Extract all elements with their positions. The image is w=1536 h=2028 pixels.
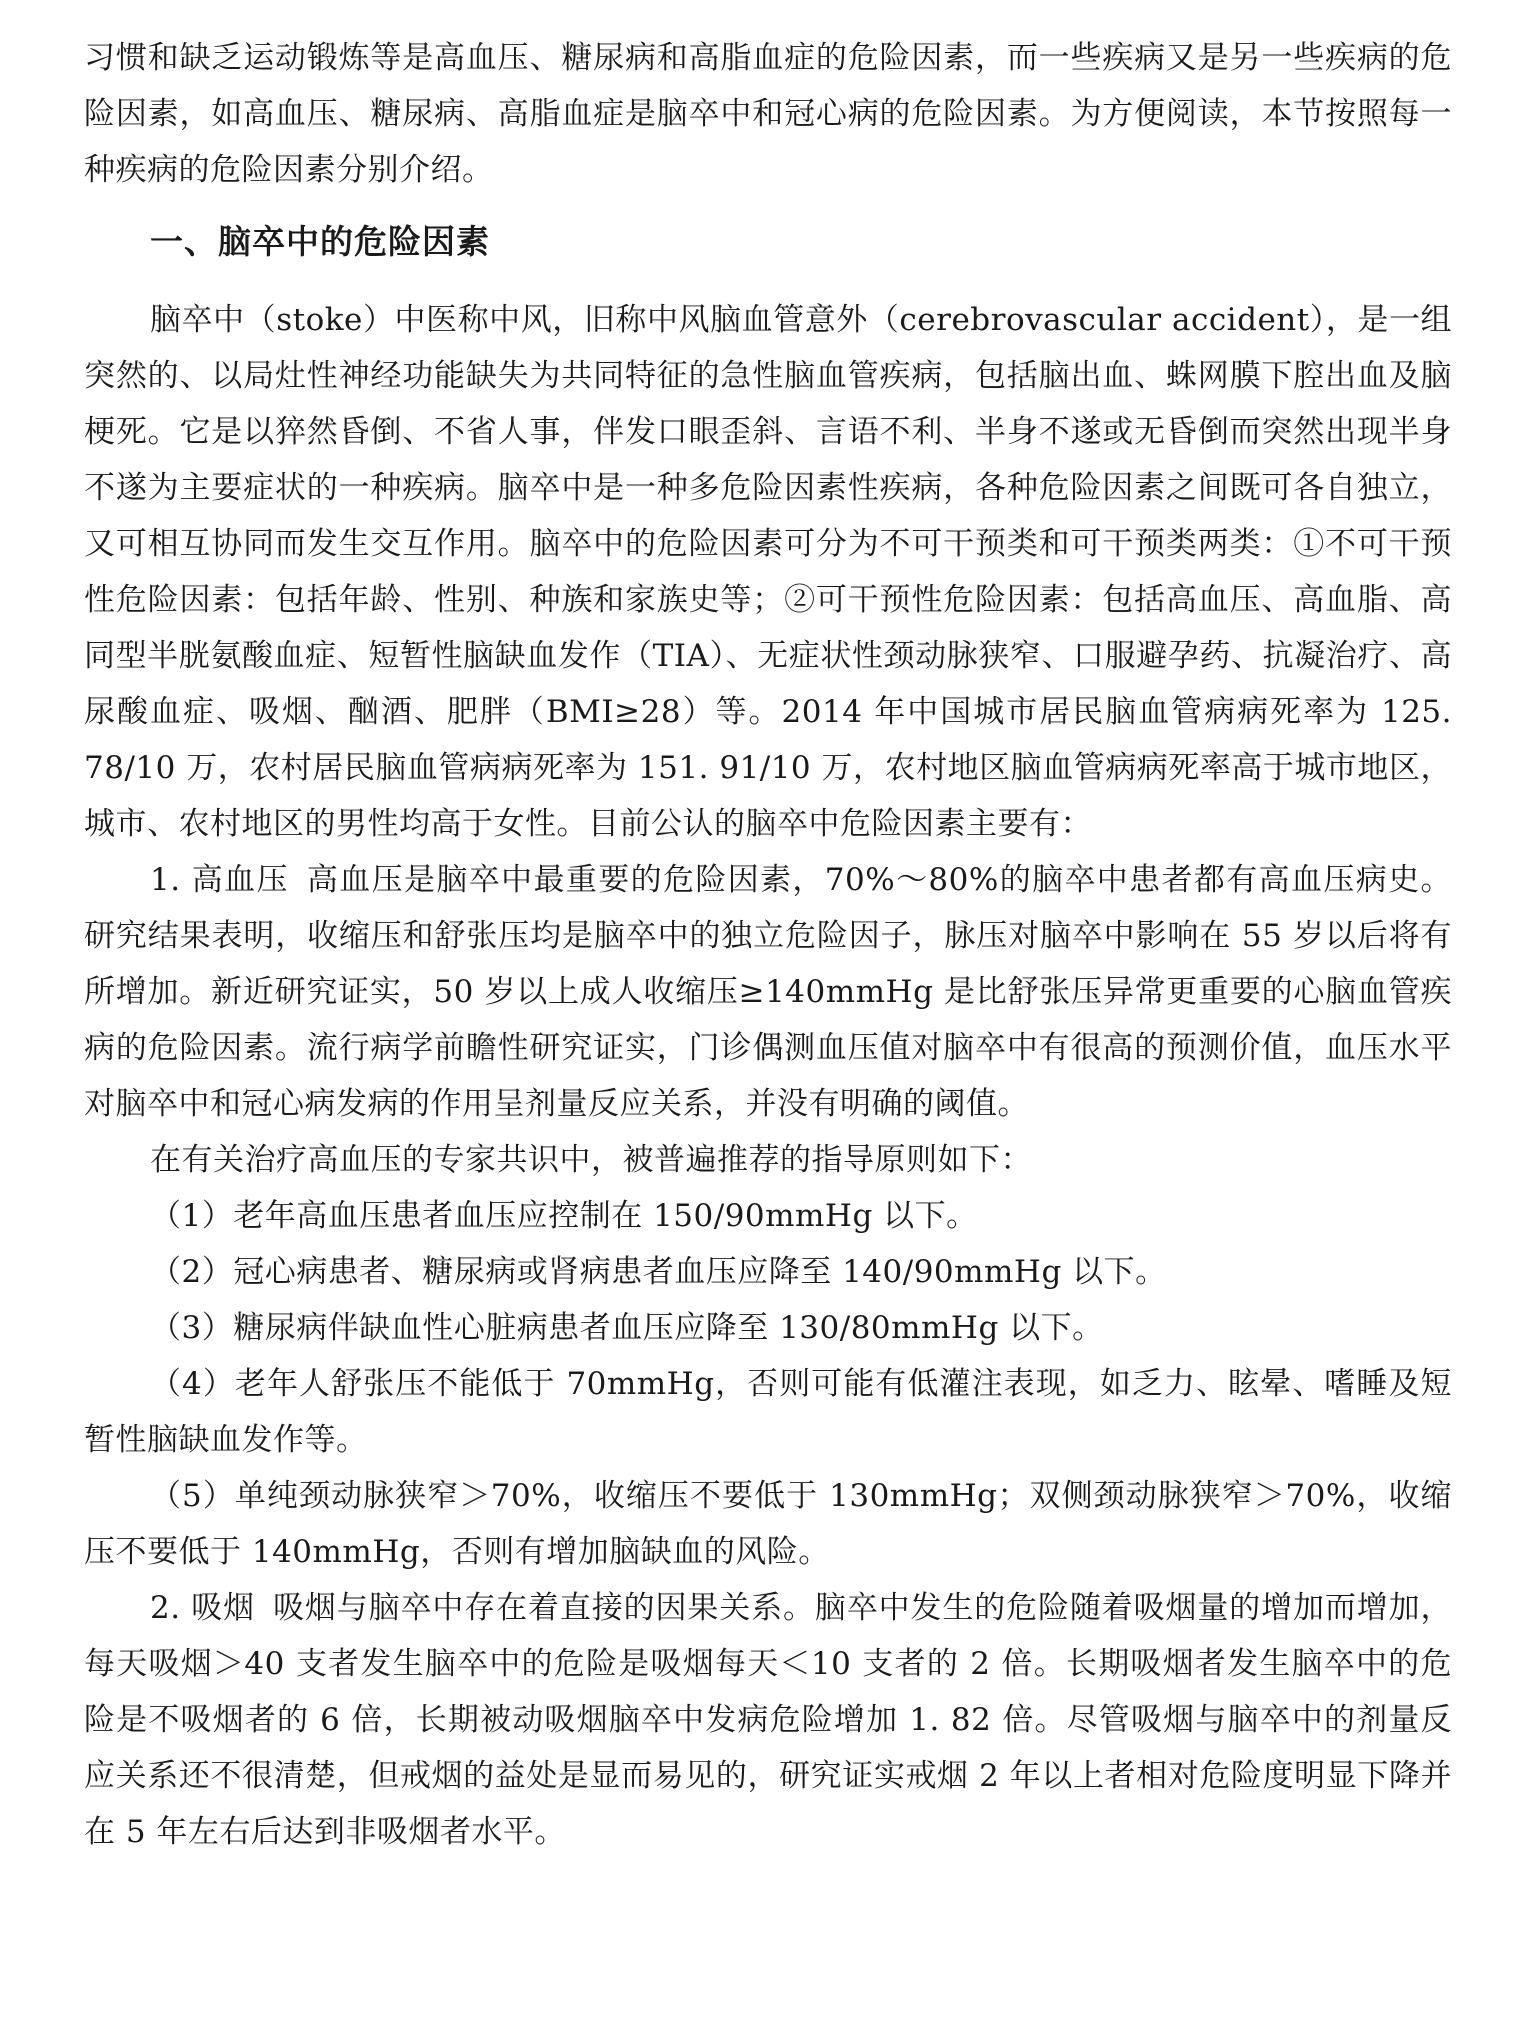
stroke-definition-paragraph: 脑卒中（stoke）中医称中风，旧称中风脑血管意外（cerebrovascular accident），是一组突然的、以局灶性神经功能缺失为共同特征的急性脑血管疾病，包括脑出血、蛛网膜下腔出血及脑梗死。它是以猝然昏倒、不省人事，伴发口眼歪斜、言语不利、半身不遂或无昏倒而突然出现半身不遂为主要症状的一种疾病。脑卒中是一种多危险因素性疾病，各种危险因素之间既可各自独立，又可相互协同而发生交互作用。脑卒中的危险因素可分为不可干预类和可干预类两类：①不可干预性危险因素：包括年龄、性别、种族和家族史等；②可干预性危险因素：包括高血压、高血脂、高同型半胱氨酸血症、短暂性脑缺血发作（TIA）、无症状性颈动脉狭窄、口服避孕药、抗凝治疗、高尿酸血症、吸烟、酗酒、肥胖（BMI≥28）等。2014 年中国城市居民脑血管病病死率为 125. 78/10 万，农村居民脑血管病病死率为 151. 91/10 万，农村地区脑血管病病死率高于城市地区，城市、农村地区的男性均高于女性。目前公认的脑卒中危险因素主要有：: [84, 302, 1452, 842]
hypertension-term: 1. 高血压: [150, 862, 289, 898]
guideline-item-1: （1）老年高血压患者血压应控制在 150/90mmHg 以下。: [150, 1198, 978, 1234]
guideline-item-2: （2）冠心病患者、糖尿病或肾病患者血压应降至 140/90mmHg 以下。: [150, 1254, 1167, 1290]
section-heading: 一、脑卒中的危险因素: [150, 222, 490, 261]
hypertension-text: 高血压是脑卒中最重要的危险因素，70%～80%的脑卒中患者都有高血压病史。研究结果表明，收缩压和舒张压均是脑卒中的独立危险因子，脉压对脑卒中影响在 55 岁以后将有所增加。新近研究证实，50 岁以上成人收缩压≥140mmHg 是比舒张压异常更重要的心脑血管疾病的危险因素。流行病学前瞻性研究证实，门诊偶测血压值对脑卒中有很高的预测价值，血压水平对脑卒中和冠心病发病的作用呈剂量反应关系，并没有明确的阈值。: [84, 862, 1452, 1122]
guideline-item-4: （4）老年人舒张压不能低于 70mmHg，否则可能有低灌注表现，如乏力、眩晕、嗜睡及短暂性脑缺血发作等。: [84, 1366, 1452, 1458]
guideline-item-3: （3）糖尿病伴缺血性心脏病患者血压应降至 130/80mmHg 以下。: [150, 1310, 1104, 1346]
guideline-item-5: （5）单纯颈动脉狭窄＞70%，收缩压不要低于 130mmHg；双侧颈动脉狭窄＞70%，收缩压不要低于 140mmHg，否则有增加脑缺血的风险。: [84, 1478, 1452, 1570]
document-page: [84, 30, 1452, 1860]
smoking-text: 吸烟与脑卒中存在着直接的因果关系。脑卒中发生的危险随着吸烟量的增加而增加，每天吸烟＞40 支者发生脑卒中的危险是吸烟每天＜10 支者的 2 倍。长期吸烟者发生脑卒中的危险是不吸烟者的 6 倍，长期被动吸烟脑卒中发病危险增加 1. 82 倍。尽管吸烟与脑卒中的剂量反应关系还不很清楚，但戒烟的益处是显而易见的，研究证实戒烟 2 年以上者相对危险度明显下降并在 5 年左右后达到非吸烟者水平。: [84, 1590, 1453, 1850]
guideline-intro: 在有关治疗高血压的专家共识中，被普遍推荐的指导原则如下：: [150, 1142, 1032, 1178]
smoking-paragraph: [84, 1580, 1452, 1860]
intro-paragraph: 习惯和缺乏运动锻炼等是高血压、糖尿病和高脂血症的危险因素，而一些疾病又是另一些疾病的危险因素，如高血压、糖尿病、高脂血症是脑卒中和冠心病的危险因素。为方便阅读，本节按照每一种疾病的危险因素分别介绍。: [84, 40, 1452, 188]
hypertension-paragraph: [84, 852, 1452, 1132]
smoking-term: 2. 吸烟: [150, 1590, 256, 1626]
